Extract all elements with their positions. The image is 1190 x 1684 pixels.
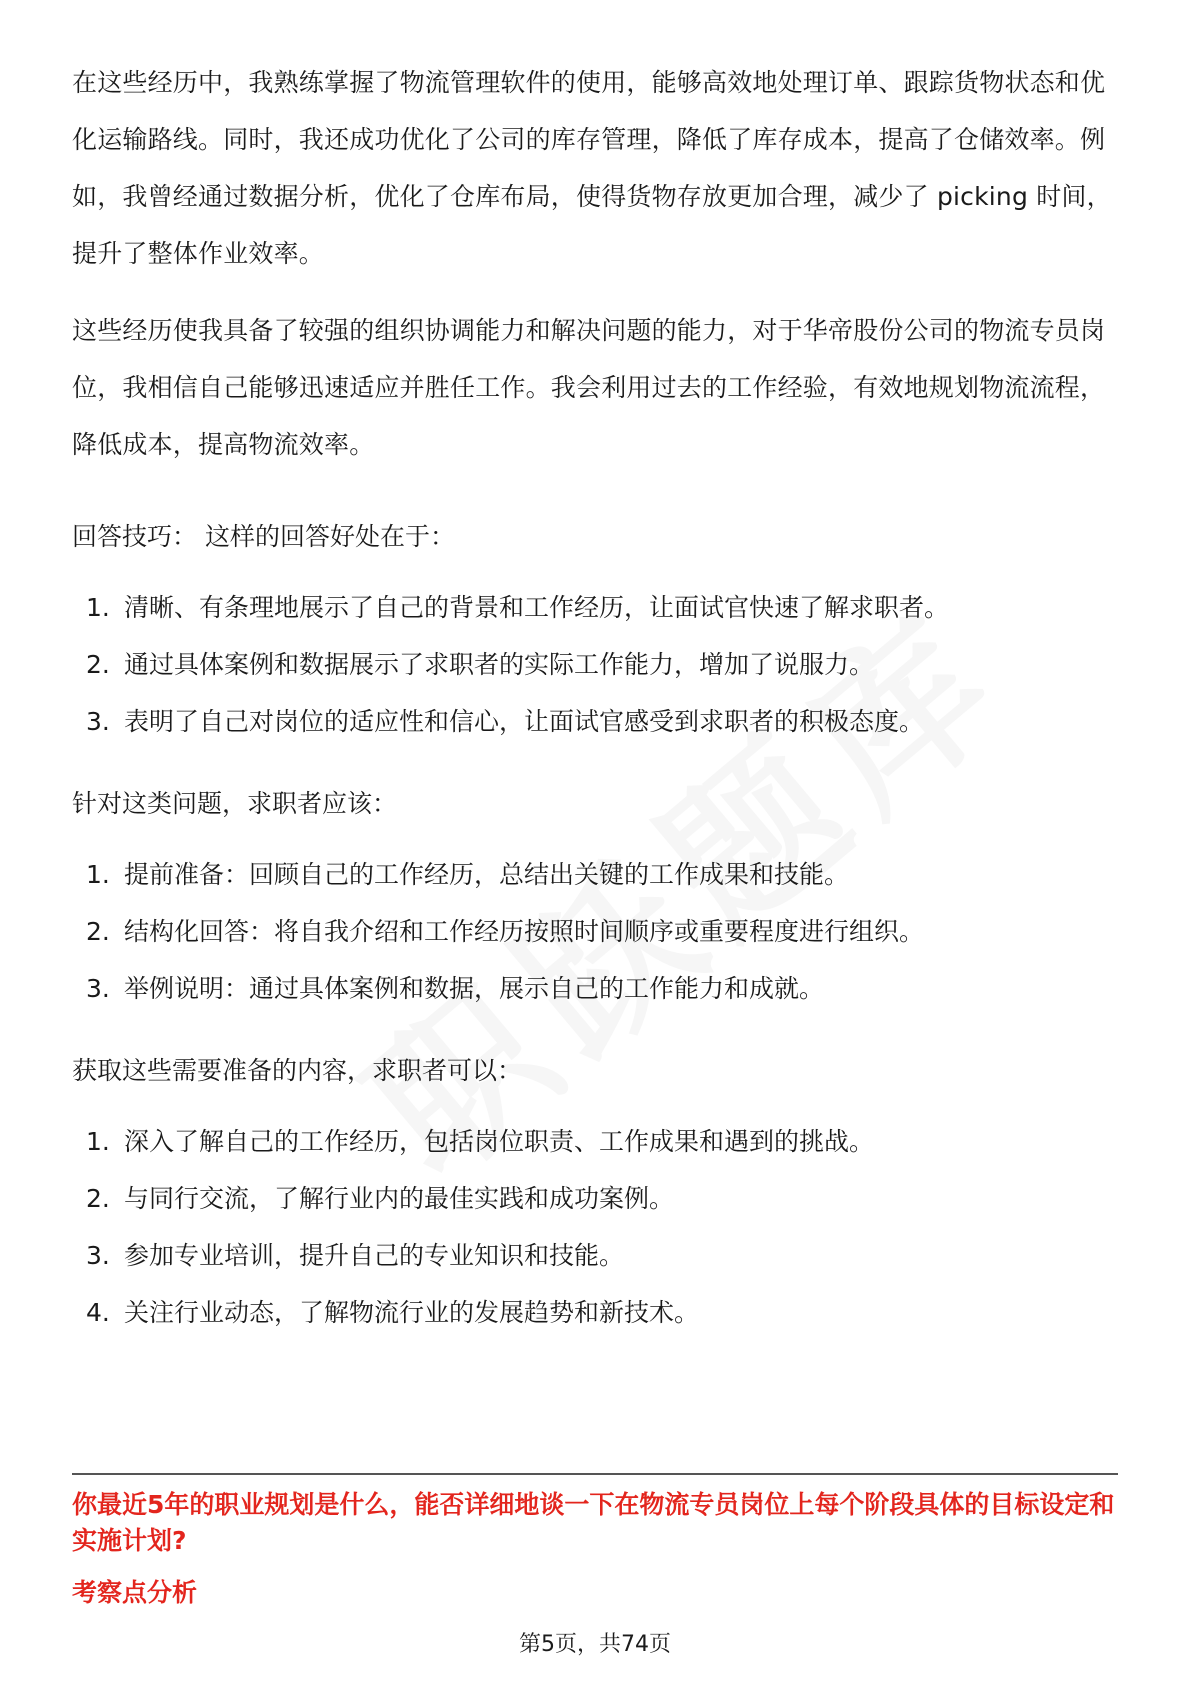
section-heading-tips: 回答技巧： 这样的回答好处在于： <box>72 522 455 551</box>
list-item <box>72 1284 1118 1341</box>
list-item <box>72 1170 1118 1227</box>
list-item-text: 清晰、有条理地展示了自己的背景和工作经历，让面试官快速了解求职者。 <box>124 593 950 622</box>
list-number: 3. <box>86 1241 110 1270</box>
list-item-text: 关注行业动态，了解物流行业的发展趋势和新技术。 <box>124 1298 700 1327</box>
list-item-text: 表明了自己对岗位的适应性和信心，让面试官感受到求职者的积极态度。 <box>124 707 925 736</box>
section-divider <box>72 1473 1118 1475</box>
tips-list <box>72 579 1118 750</box>
list-number: 2. <box>86 650 110 679</box>
list-item-text: 提前准备：回顾自己的工作经历，总结出关键的工作成果和技能。 <box>124 860 850 889</box>
page-footer: 第5页，共74页 <box>519 1632 671 1657</box>
list-item <box>72 846 1118 903</box>
section-heading-should: 针对这类问题，求职者应该： <box>72 789 398 818</box>
list-number: 4. <box>86 1298 110 1327</box>
next-question-subheading: 考察点分析 <box>72 1578 198 1607</box>
prepare-list <box>72 1113 1118 1341</box>
next-question-title: 你最近5年的职业规划是什么，能否详细地谈一下在物流专员岗位上每个阶段具体的目标设定和实施计划? <box>72 1490 1115 1555</box>
list-number: 1. <box>86 1127 110 1156</box>
list-item-text: 与同行交流，了解行业内的最佳实践和成功案例。 <box>124 1184 675 1213</box>
list-number: 1. <box>86 860 110 889</box>
section-heading-prepare: 获取这些需要准备的内容，求职者可以： <box>72 1056 523 1085</box>
list-number: 1. <box>86 593 110 622</box>
list-number: 3. <box>86 707 110 736</box>
paragraph-abilities: 这些经历使我具备了较强的组织协调能力和解决问题的能力，对于华帝股份公司的物流专员岗位，我相信自己能够迅速适应并胜任工作。我会利用过去的工作经验，有效地规划物流流程，降低成本，提高物流效率。 <box>72 316 1106 459</box>
should-list <box>72 846 1118 1017</box>
list-item-text: 通过具体案例和数据展示了求职者的实际工作能力，增加了说服力。 <box>124 650 875 679</box>
list-item-text: 深入了解自己的工作经历，包括岗位职责、工作成果和遇到的挑战。 <box>124 1127 875 1156</box>
list-item <box>72 693 1118 750</box>
list-item <box>72 960 1118 1017</box>
list-item <box>72 1113 1118 1170</box>
list-item <box>72 1227 1118 1284</box>
list-number: 3. <box>86 974 110 1003</box>
document-body <box>72 54 1118 1341</box>
list-item-text: 结构化回答：将自我介绍和工作经历按照时间顺序或重要程度进行组织。 <box>124 917 925 946</box>
list-item <box>72 636 1118 693</box>
list-item-text: 举例说明：通过具体案例和数据，展示自己的工作能力和成就。 <box>124 974 825 1003</box>
paragraph-experience: 在这些经历中，我熟练掌握了物流管理软件的使用，能够高效地处理订单、跟踪货物状态和优化运输路线。同时，我还成功优化了公司的库存管理，降低了库存成本，提高了仓储效率。例如，我曾经通过数据分析，优化了仓库布局，使得货物存放更加合理，减少了 picking 时间，提升了整体作业效率。 <box>72 68 1112 268</box>
list-item <box>72 579 1118 636</box>
list-number: 2. <box>86 917 110 946</box>
list-item <box>72 903 1118 960</box>
list-item-text: 参加专业培训，提升自己的专业知识和技能。 <box>124 1241 625 1270</box>
list-number: 2. <box>86 1184 110 1213</box>
